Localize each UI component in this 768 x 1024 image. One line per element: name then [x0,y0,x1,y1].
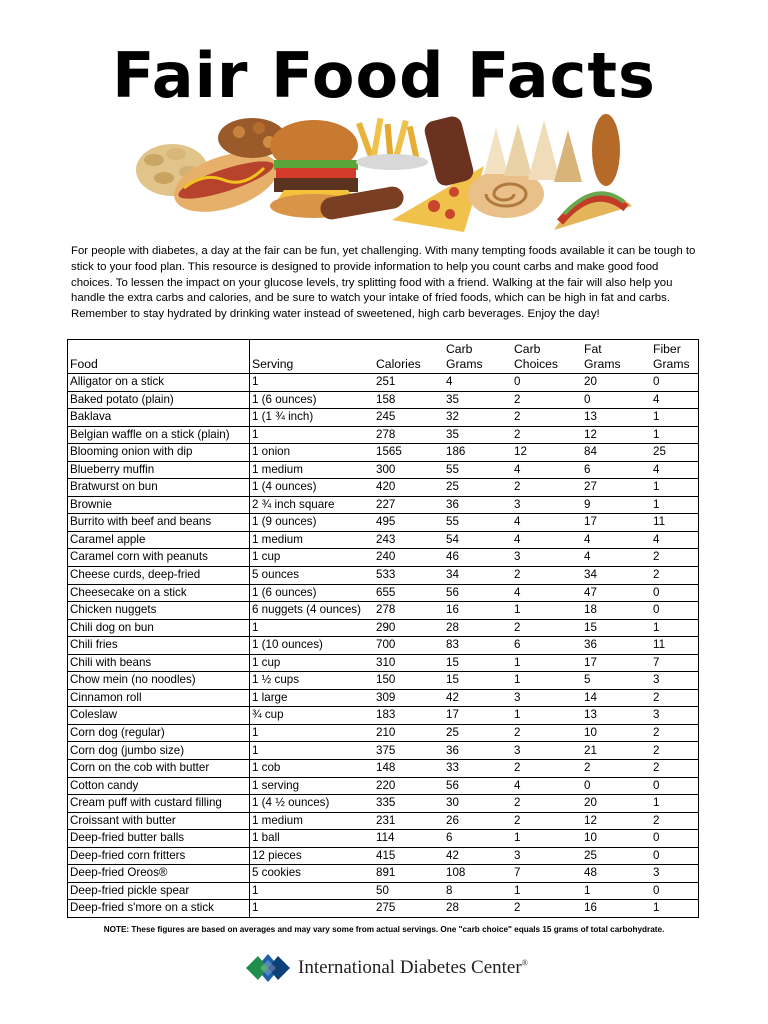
cell-serving: 1 ball [250,830,375,848]
cell-calories: 310 [374,654,444,672]
cell-calories: 245 [374,409,444,427]
cell-calories: 309 [374,689,444,707]
cell-carb-choices: 2 [512,391,582,409]
cell-serving: 5 cookies [250,865,375,883]
cell-fat-grams: 84 [582,444,651,462]
cell-calories: 335 [374,795,444,813]
cell-serving: 1 cob [250,760,375,778]
cell-serving: 1 medium [250,812,375,830]
table-row [68,654,699,672]
cell-carb-grams: 6 [444,830,512,848]
cell-carb-grams: 46 [444,549,512,567]
table-row [68,637,699,655]
col-header-serving: Serving [250,340,375,374]
cell-carb-grams: 34 [444,567,512,585]
cell-carb-choices: 0 [512,374,582,392]
cell-carb-choices: 4 [512,461,582,479]
cell-serving: 1 cup [250,549,375,567]
cell-calories: 300 [374,461,444,479]
cell-fiber-grams: 2 [651,689,699,707]
cell-calories: 290 [374,619,444,637]
cell-serving: 1 large [250,689,375,707]
cell-fat-grams: 0 [582,391,651,409]
cell-fiber-grams: 1 [651,795,699,813]
cell-fat-grams: 1 [582,882,651,900]
cell-serving: 1 [250,742,375,760]
table-row [68,479,699,497]
table-row [68,672,699,690]
cell-calories: 158 [374,391,444,409]
cell-serving: 1 (1 ¾ inch) [250,409,375,427]
cell-serving: 2 ¾ inch square [250,496,375,514]
cell-fat-grams: 12 [582,812,651,830]
cell-calories: 210 [374,724,444,742]
col-header-fat-grams: Fat Grams [582,340,651,374]
cell-carb-choices: 2 [512,426,582,444]
cell-calories: 415 [374,847,444,865]
cell-serving: 1 (10 ounces) [250,637,375,655]
cell-food: Chow mein (no noodles) [68,672,250,690]
table-row [68,374,699,392]
cell-fat-grams: 6 [582,461,651,479]
cell-fat-grams: 48 [582,865,651,883]
cell-fat-grams: 2 [582,760,651,778]
cell-carb-grams: 17 [444,707,512,725]
organization-logo [244,950,528,986]
table-row [68,847,699,865]
cell-calories: 700 [374,637,444,655]
cell-carb-grams: 28 [444,900,512,918]
cell-food: Brownie [68,496,250,514]
footnote: NOTE: These figures are based on averages and may vary some from actual servings. One "carb choice" equals 15 grams of total carbohydrate. [103,925,665,934]
cell-fat-grams: 13 [582,409,651,427]
cell-carb-choices: 2 [512,795,582,813]
fair-food-photo [134,110,634,236]
intro-paragraph [71,244,703,323]
cell-carb-grams: 54 [444,531,512,549]
table-header-row [68,340,699,374]
cell-carb-grams: 15 [444,654,512,672]
cell-serving: 1 onion [250,444,375,462]
cell-calories: 533 [374,567,444,585]
cell-carb-grams: 32 [444,409,512,427]
cell-fat-grams: 20 [582,795,651,813]
cell-serving: 1 [250,900,375,918]
cell-carb-choices: 2 [512,724,582,742]
cell-calories: 231 [374,812,444,830]
cell-serving: 1 [250,426,375,444]
cell-calories: 240 [374,549,444,567]
cell-carb-choices: 2 [512,619,582,637]
cell-carb-choices: 3 [512,549,582,567]
cell-fat-grams: 13 [582,707,651,725]
cell-fiber-grams: 1 [651,900,699,918]
cell-calories: 1565 [374,444,444,462]
cell-fiber-grams: 2 [651,567,699,585]
cell-carb-grams: 36 [444,496,512,514]
table-row [68,742,699,760]
cell-fiber-grams: 25 [651,444,699,462]
table-row [68,391,699,409]
cell-carb-choices: 1 [512,882,582,900]
cell-serving: 1 (6 ounces) [250,584,375,602]
cell-carb-grams: 186 [444,444,512,462]
cell-fiber-grams: 0 [651,777,699,795]
cell-fiber-grams: 3 [651,865,699,883]
cell-food: Cheesecake on a stick [68,584,250,602]
cell-carb-choices: 2 [512,900,582,918]
cell-fiber-grams: 2 [651,742,699,760]
cell-carb-grams: 30 [444,795,512,813]
cell-fiber-grams: 2 [651,812,699,830]
cell-fiber-grams: 2 [651,549,699,567]
cell-carb-choices: 2 [512,479,582,497]
cell-fat-grams: 14 [582,689,651,707]
cell-fiber-grams: 1 [651,409,699,427]
cell-carb-grams: 42 [444,689,512,707]
cell-fat-grams: 12 [582,426,651,444]
cell-food: Bratwurst on bun [68,479,250,497]
cell-food: Deep-fried Oreos® [68,865,250,883]
cell-carb-grams: 108 [444,865,512,883]
cell-food: Deep-fried butter balls [68,830,250,848]
cell-carb-choices: 1 [512,707,582,725]
cell-carb-choices: 2 [512,567,582,585]
cell-carb-choices: 12 [512,444,582,462]
cell-serving: 5 ounces [250,567,375,585]
table-row [68,496,699,514]
cell-serving: 1 [250,374,375,392]
cell-fat-grams: 47 [582,584,651,602]
diamond-logo-icon [244,950,292,986]
cell-serving: 1 [250,882,375,900]
cell-fat-grams: 9 [582,496,651,514]
col-header-food: Food [68,340,250,374]
cell-carb-choices: 2 [512,760,582,778]
cell-fiber-grams: 0 [651,830,699,848]
cell-fiber-grams: 1 [651,426,699,444]
cell-carb-grams: 35 [444,391,512,409]
table-row [68,514,699,532]
cell-fiber-grams: 7 [651,654,699,672]
cell-serving: 1 (9 ounces) [250,514,375,532]
cell-fat-grams: 4 [582,531,651,549]
cell-fat-grams: 34 [582,567,651,585]
cell-fat-grams: 17 [582,514,651,532]
cell-carb-grams: 56 [444,584,512,602]
cell-food: Cinnamon roll [68,689,250,707]
cell-carb-grams: 42 [444,847,512,865]
cell-carb-grams: 36 [444,742,512,760]
cell-fat-grams: 36 [582,637,651,655]
cell-carb-grams: 56 [444,777,512,795]
cell-food: Caramel corn with peanuts [68,549,250,567]
cell-serving: 1 medium [250,461,375,479]
table-row [68,409,699,427]
table-row [68,689,699,707]
cell-food: Blueberry muffin [68,461,250,479]
cell-calories: 655 [374,584,444,602]
col-header-fiber-grams: Fiber Grams [651,340,699,374]
cell-food: Alligator on a stick [68,374,250,392]
page-title: Fair Food Facts [112,39,656,112]
cell-carb-grams: 35 [444,426,512,444]
cell-food: Burrito with beef and beans [68,514,250,532]
cell-fat-grams: 21 [582,742,651,760]
cell-fiber-grams: 0 [651,602,699,620]
cell-calories: 375 [374,742,444,760]
cell-carb-choices: 1 [512,672,582,690]
chocolate-bar-image [423,114,476,187]
cell-calories: 243 [374,531,444,549]
col-header-carb-choices: Carb Choices [512,340,582,374]
cell-carb-choices: 6 [512,637,582,655]
cell-carb-grams: 33 [444,760,512,778]
cell-carb-grams: 16 [444,602,512,620]
cell-serving: 1 [250,619,375,637]
cell-food: Chili dog on bun [68,619,250,637]
cell-fiber-grams: 3 [651,707,699,725]
cell-carb-grams: 4 [444,374,512,392]
cell-carb-grams: 83 [444,637,512,655]
ice-cream-cones-image [484,120,582,182]
table-row [68,584,699,602]
table-row [68,549,699,567]
cell-food: Deep-fried s'more on a stick [68,900,250,918]
cell-carb-choices: 1 [512,830,582,848]
cell-calories: 495 [374,514,444,532]
cell-food: Deep-fried corn fritters [68,847,250,865]
table-row [68,619,699,637]
cell-carb-choices: 4 [512,531,582,549]
cell-carb-grams: 28 [444,619,512,637]
table-row [68,760,699,778]
cell-carb-choices: 1 [512,602,582,620]
cell-carb-choices: 7 [512,865,582,883]
cell-food: Cheese curds, deep-fried [68,567,250,585]
cell-carb-choices: 4 [512,777,582,795]
cell-carb-choices: 1 [512,654,582,672]
table-row [68,795,699,813]
cell-food: Blooming onion with dip [68,444,250,462]
cell-food: Caramel apple [68,531,250,549]
cell-serving: 1 (4 ounces) [250,479,375,497]
cell-calories: 227 [374,496,444,514]
table-row [68,812,699,830]
cell-fiber-grams: 0 [651,847,699,865]
cell-carb-choices: 2 [512,812,582,830]
cell-fiber-grams: 1 [651,496,699,514]
cell-carb-choices: 4 [512,514,582,532]
cell-fiber-grams: 0 [651,584,699,602]
cell-fat-grams: 4 [582,549,651,567]
cell-fat-grams: 27 [582,479,651,497]
cell-carb-grams: 26 [444,812,512,830]
table-row [68,602,699,620]
cell-serving: 1 serving [250,777,375,795]
cell-carb-choices: 3 [512,847,582,865]
cell-fat-grams: 0 [582,777,651,795]
cell-fiber-grams: 1 [651,479,699,497]
cell-carb-grams: 25 [444,479,512,497]
cell-food: Croissant with butter [68,812,250,830]
cell-carb-grams: 15 [444,672,512,690]
cell-calories: 183 [374,707,444,725]
cell-carb-grams: 55 [444,461,512,479]
cell-serving: 12 pieces [250,847,375,865]
cell-calories: 891 [374,865,444,883]
cell-fiber-grams: 0 [651,882,699,900]
table-row [68,865,699,883]
cell-food: Chili with beans [68,654,250,672]
cell-food: Chili fries [68,637,250,655]
cell-fat-grams: 15 [582,619,651,637]
cell-fat-grams: 10 [582,724,651,742]
table-row [68,724,699,742]
cell-serving: 6 nuggets (4 ounces) [250,602,375,620]
cell-food: Coleslaw [68,707,250,725]
cell-serving: 1 cup [250,654,375,672]
corn-dog-image [592,114,620,186]
cell-fat-grams: 18 [582,602,651,620]
cell-calories: 148 [374,760,444,778]
cell-food: Baklava [68,409,250,427]
cell-carb-grams: 25 [444,724,512,742]
cell-fiber-grams: 4 [651,461,699,479]
cell-fiber-grams: 0 [651,374,699,392]
table-row [68,707,699,725]
cell-carb-choices: 4 [512,584,582,602]
cell-carb-choices: 2 [512,409,582,427]
cell-food: Corn dog (jumbo size) [68,742,250,760]
col-header-calories: Calories [374,340,444,374]
table-row [68,461,699,479]
table-row [68,567,699,585]
cell-food: Cream puff with custard filling [68,795,250,813]
cell-carb-choices: 3 [512,689,582,707]
cell-fiber-grams: 1 [651,619,699,637]
cell-fiber-grams: 2 [651,760,699,778]
intro-text: For people with diabetes, a day at the fair can be fun, yet challenging. With many tempting foods available it can be tough to stick to your food plan. This resource is designed to provide information to help you count carbs and make good food choices. To lessen the impact on your glucose levels, try splitting food with a friend. Walking at the fair will also help you handle the extra carbs and calories, and be sure to watch your intake of fried foods, which can be high in fat and carbs. Remember to stay hydrated by drinking water instead of sweetened, high carb beverages. Enjoy the day! [71,245,696,321]
table-row [68,531,699,549]
cell-calories: 278 [374,426,444,444]
cell-food: Belgian waffle on a stick (plain) [68,426,250,444]
col-header-carb-grams: Carb Grams [444,340,512,374]
cell-carb-choices: 3 [512,742,582,760]
cell-carb-grams: 8 [444,882,512,900]
table-row [68,882,699,900]
table-row [68,830,699,848]
cell-food: Cotton candy [68,777,250,795]
cell-fiber-grams: 4 [651,531,699,549]
cell-calories: 220 [374,777,444,795]
cell-carb-grams: 55 [444,514,512,532]
cell-food: Corn on the cob with butter [68,760,250,778]
table-row [68,444,699,462]
cell-food: Corn dog (regular) [68,724,250,742]
cell-food: Deep-fried pickle spear [68,882,250,900]
cell-serving: 1 [250,724,375,742]
cell-fiber-grams: 3 [651,672,699,690]
cell-fat-grams: 5 [582,672,651,690]
cell-fiber-grams: 11 [651,514,699,532]
cell-serving: 1 medium [250,531,375,549]
table-row [68,900,699,918]
cell-serving: 1 ½ cups [250,672,375,690]
cell-calories: 278 [374,602,444,620]
cell-serving: 1 (6 ounces) [250,391,375,409]
cell-calories: 50 [374,882,444,900]
cell-fat-grams: 16 [582,900,651,918]
cell-fat-grams: 20 [582,374,651,392]
french-fries-image [356,118,428,170]
food-facts-table [67,339,699,918]
cell-fiber-grams: 4 [651,391,699,409]
cell-fiber-grams: 2 [651,724,699,742]
cell-carb-choices: 3 [512,496,582,514]
cell-food: Baked potato (plain) [68,391,250,409]
cell-calories: 150 [374,672,444,690]
cell-calories: 275 [374,900,444,918]
cell-fat-grams: 10 [582,830,651,848]
cell-fat-grams: 17 [582,654,651,672]
cell-serving: 1 (4 ½ ounces) [250,795,375,813]
cell-calories: 114 [374,830,444,848]
cell-fat-grams: 25 [582,847,651,865]
taco-image [554,193,632,231]
cell-food: Chicken nuggets [68,602,250,620]
cell-serving: ¾ cup [250,707,375,725]
organization-name: International Diabetes Center® [298,957,528,978]
table-body [68,374,699,918]
cell-calories: 420 [374,479,444,497]
cell-calories: 251 [374,374,444,392]
table-row [68,426,699,444]
table-row [68,777,699,795]
cell-fiber-grams: 11 [651,637,699,655]
